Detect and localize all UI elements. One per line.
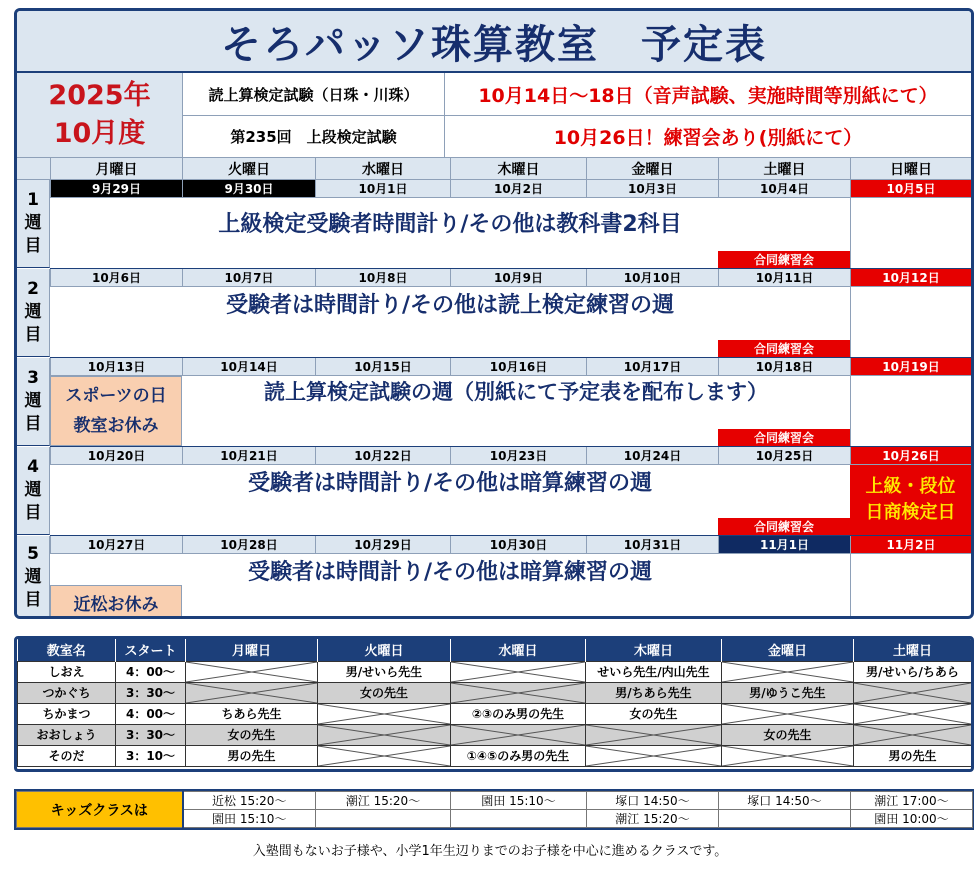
- table-row: [17, 792, 973, 810]
- week-label: 1 週 目: [17, 180, 50, 268]
- no-class-cell: [451, 682, 586, 703]
- date-cell: 10月18日: [718, 358, 850, 376]
- kids-time-cell: 塚口 14:50～: [587, 792, 719, 810]
- week-label: 5 週 目: [17, 536, 50, 619]
- no-class-cell: [318, 724, 451, 745]
- holiday-note: 教室お休み: [73, 416, 159, 436]
- no-class-cell: [722, 745, 854, 766]
- joint-practice-badge: 合同練習会: [718, 429, 850, 446]
- week-note: 読上算検定試験の週（別紙にて予定表を配布します）: [264, 380, 768, 404]
- date-cell: 10月25日: [718, 447, 850, 465]
- year-label: 2025年: [48, 80, 151, 111]
- no-class-cell: [451, 661, 586, 682]
- no-class-cell: [318, 745, 451, 766]
- week-label: 2 週 目: [17, 269, 50, 357]
- event-value-1: 10月14日～18日（音声試験、実施時間等別紙にて）: [478, 84, 938, 107]
- classroom-name: つかぐち: [18, 682, 116, 703]
- page-title: そろパッソ珠算教室 予定表: [17, 11, 971, 73]
- teacher-cell: 男/ちあら先生: [586, 682, 722, 703]
- footnote: 入塾間もないお子様や、小学1年生辺りまでのお子様を中心に進めるクラスです。: [252, 843, 728, 859]
- date-cell: 10月20日: [50, 447, 182, 465]
- event-label-1: 読上算検定試験（日珠・川珠）: [183, 73, 445, 115]
- no-class-cell: [586, 745, 722, 766]
- date-cell: 10月9日: [450, 269, 586, 287]
- date-cell: 10月17日: [586, 358, 718, 376]
- exam-day-line1: 上級・段位: [865, 476, 956, 497]
- month-label: 10月度: [53, 118, 146, 149]
- exam-day-box: [850, 465, 971, 535]
- classroom-name: ちかまつ: [18, 703, 116, 724]
- date-cell: 10月10日: [586, 269, 718, 287]
- sunday-box: [850, 554, 971, 619]
- date-cell: 10月26日: [850, 447, 971, 465]
- date-cell: 10月7日: [182, 269, 315, 287]
- column-header: 月曜日: [186, 639, 318, 661]
- date-cell: 10月29日: [315, 536, 450, 554]
- table-row: [18, 682, 972, 703]
- no-class-cell: [186, 661, 318, 682]
- date-cell: 10月19日: [850, 358, 971, 376]
- date-cell: 10月22日: [315, 447, 450, 465]
- start-time: 3：30～: [116, 682, 186, 703]
- kids-time-cell: 潮江 15:20～: [587, 810, 719, 828]
- no-class-cell: [451, 724, 586, 745]
- teacher-cell: 女の先生: [318, 682, 451, 703]
- date-cell: 10月3日: [586, 180, 718, 198]
- date-cell: 10月21日: [182, 447, 315, 465]
- column-header: 土曜日: [854, 639, 972, 661]
- table-row: [18, 703, 972, 724]
- date-cell: 10月12日: [850, 269, 971, 287]
- joint-practice-badge: 合同練習会: [718, 251, 850, 268]
- table-row: [18, 745, 972, 766]
- teacher-cell: ①④⑤のみ男の先生: [451, 745, 586, 766]
- teacher-cell: 女の先生: [586, 703, 722, 724]
- date-cell: 10月5日: [850, 180, 971, 198]
- joint-practice-badge: 合同練習会: [718, 340, 850, 357]
- no-class-cell: [854, 703, 972, 724]
- start-time: 3：10～: [116, 745, 186, 766]
- holiday-box: [50, 376, 182, 446]
- no-class-cell: [586, 724, 722, 745]
- teacher-cell: 男の先生: [854, 745, 972, 766]
- sunday-box: [850, 198, 971, 268]
- date-cell: 10月23日: [450, 447, 586, 465]
- closed-notice: 近松お休み: [50, 585, 182, 619]
- date-cell: 10月2日: [450, 180, 586, 198]
- column-header: 金曜日: [722, 639, 854, 661]
- start-time: 3：30～: [116, 724, 186, 745]
- classroom-name: しおえ: [18, 661, 116, 682]
- date-cell: 10月13日: [50, 358, 182, 376]
- start-time: 4：00～: [116, 661, 186, 682]
- year-month-cell: [17, 73, 183, 157]
- holiday-name: スポーツの日: [65, 386, 167, 406]
- date-cell: 10月16日: [450, 358, 586, 376]
- weekday-thu: 木曜日: [450, 157, 586, 180]
- exam-day-line2: 日商検定日: [865, 502, 956, 523]
- monthly-calendar: [14, 8, 974, 619]
- week-label: 3 週 目: [17, 358, 50, 446]
- weekday-tue: 火曜日: [182, 157, 315, 180]
- column-header: 教室名: [18, 639, 116, 661]
- kids-time-cell: 園田 10:00～: [851, 810, 973, 828]
- teacher-cell: ちあら先生: [186, 703, 318, 724]
- kids-time-cell: 潮江 15:20～: [316, 792, 451, 810]
- event-label-2: 第235回 上段検定試験: [183, 115, 445, 157]
- schedule-header-row: [18, 639, 972, 661]
- weekday-mon: 月曜日: [50, 157, 182, 180]
- sunday-box: [850, 287, 971, 357]
- teacher-cell: 男/せいら先生: [318, 661, 451, 682]
- teacher-cell: 男/せいら/ちあら: [854, 661, 972, 682]
- kids-time-cell: 園田 15:10～: [451, 792, 587, 810]
- kids-time-cell: 塚口 14:50～: [719, 792, 851, 810]
- kids-time-cell: 園田 15:10～: [183, 810, 316, 828]
- weekday-wed: 水曜日: [315, 157, 450, 180]
- date-cell: 10月11日: [718, 269, 850, 287]
- date-cell: 11月2日: [850, 536, 971, 554]
- teacher-cell: 女の先生: [186, 724, 318, 745]
- joint-practice-badge: 合同練習会: [718, 518, 850, 535]
- week-note: 受験者は時間計り/その他は暗算練習の週: [247, 470, 653, 496]
- no-class-cell: [722, 703, 854, 724]
- date-cell: 10月31日: [586, 536, 718, 554]
- no-class-cell: [318, 703, 451, 724]
- date-cell: 10月15日: [315, 358, 450, 376]
- date-cell: 10月27日: [50, 536, 182, 554]
- date-cell: 10月28日: [182, 536, 315, 554]
- teacher-cell: 男/ゆうこ先生: [722, 682, 854, 703]
- column-header: スタート: [116, 639, 186, 661]
- kids-class-table: [14, 789, 974, 830]
- teacher-cell: 男の先生: [186, 745, 318, 766]
- kids-time-cell: 近松 15:20～: [183, 792, 316, 810]
- teacher-cell: ②③のみ男の先生: [451, 703, 586, 724]
- date-cell: 10月14日: [182, 358, 315, 376]
- date-cell: 10月8日: [315, 269, 450, 287]
- kids-time-cell: 潮江 17:00～: [851, 792, 973, 810]
- no-class-cell: [186, 682, 318, 703]
- date-cell: 10月1日: [315, 180, 450, 198]
- no-class-cell: [854, 682, 972, 703]
- classroom-name: そのだ: [18, 745, 116, 766]
- week-note: 受験者は時間計り/その他は暗算練習の週: [247, 559, 653, 585]
- sunday-box: [850, 376, 971, 446]
- week-note: 上級検定受験者時間計り/その他は教科書2科目: [218, 211, 682, 237]
- date-cell: 10月30日: [450, 536, 586, 554]
- no-class-cell: [854, 724, 972, 745]
- kids-time-cell: [451, 810, 587, 828]
- column-header: 火曜日: [318, 639, 451, 661]
- event-value-2: 10月26日！練習会あり(別紙にて）: [553, 126, 863, 149]
- date-cell: 10月6日: [50, 269, 182, 287]
- start-time: 4：00～: [116, 703, 186, 724]
- date-cell: 10月24日: [586, 447, 718, 465]
- kids-class-label: キッズクラスは: [17, 792, 183, 828]
- column-header: 木曜日: [586, 639, 722, 661]
- date-cell: 9月30日: [182, 180, 315, 198]
- week-label: 4 週 目: [17, 447, 50, 535]
- date-cell: 9月29日: [50, 180, 182, 198]
- weekday-sat: 土曜日: [718, 157, 850, 180]
- teacher-cell: せいら先生/内山先生: [586, 661, 722, 682]
- weekday-sun: 日曜日: [850, 157, 971, 180]
- date-cell: 10月4日: [718, 180, 850, 198]
- kids-time-cell: [316, 810, 451, 828]
- classroom-name: おおしょう: [18, 724, 116, 745]
- table-row: [18, 724, 972, 745]
- column-header: 水曜日: [451, 639, 586, 661]
- table-row: [18, 661, 972, 682]
- weekday-fri: 金曜日: [586, 157, 718, 180]
- teacher-cell: 女の先生: [722, 724, 854, 745]
- kids-time-cell: [719, 810, 851, 828]
- date-cell: 11月1日: [718, 536, 850, 554]
- week-note: 受験者は時間計り/その他は読上検定練習の週: [225, 292, 675, 318]
- class-schedule-table: [14, 636, 974, 772]
- no-class-cell: [722, 661, 854, 682]
